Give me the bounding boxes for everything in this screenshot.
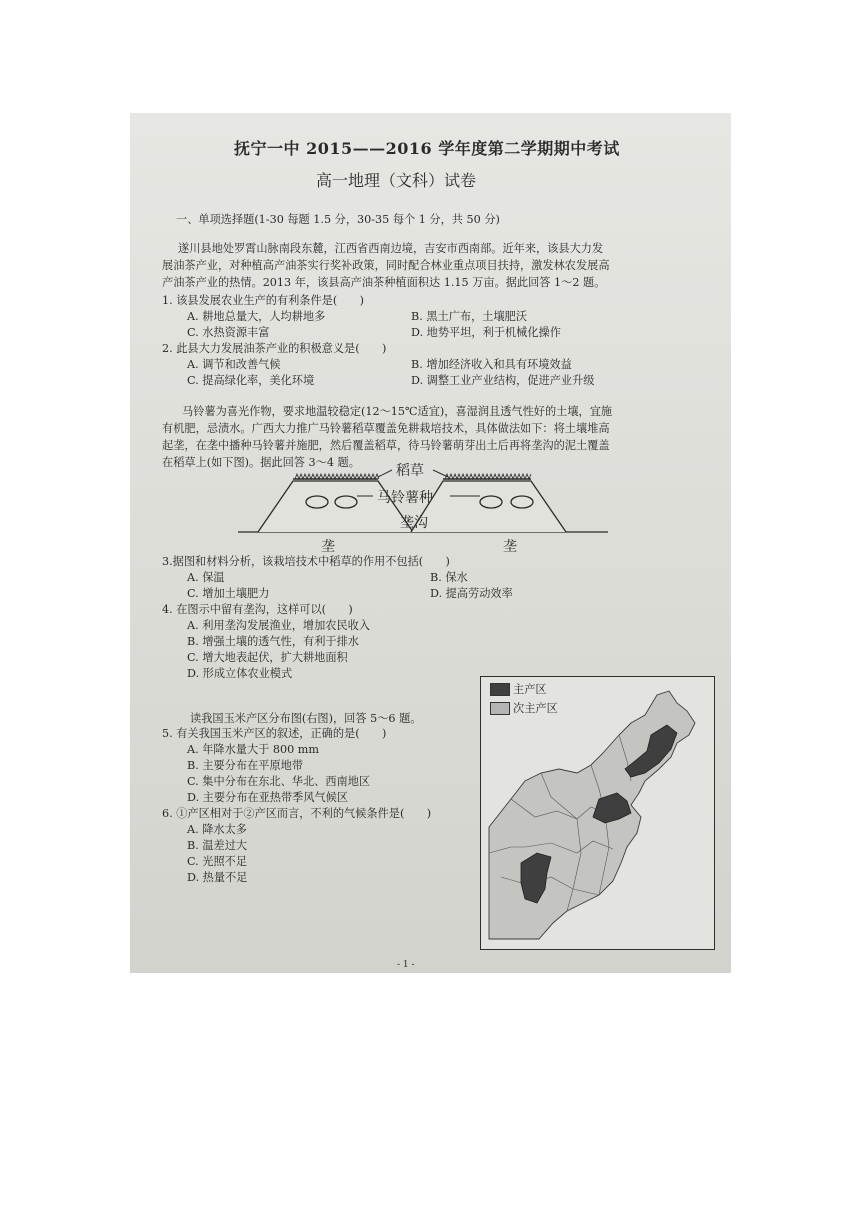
question-3-option-d: D. 提高劳动效率	[430, 587, 513, 600]
question-3-stem: 3.据图和材料分析，该栽培技术中稻草的作用不包括( )	[162, 555, 450, 568]
question-3-option-c: C. 增加土壤肥力	[187, 587, 270, 600]
diagram-label-potato-seed: 马铃薯种	[377, 490, 433, 506]
page-number: - 1 -	[397, 960, 415, 970]
question-4-option-d: D. 形成立体农业模式	[187, 667, 293, 680]
question-6-option-c: C. 光照不足	[187, 855, 248, 868]
diagram-label-ridge-left: 垄	[321, 539, 335, 555]
question-2-option-a: A. 调节和改善气候	[187, 358, 281, 371]
question-5-option-b: B. 主要分布在平原地带	[187, 759, 304, 772]
question-4-stem: 4. 在图示中留有垄沟，这样可以( )	[162, 603, 353, 616]
legend-label-main: 主产区	[513, 683, 547, 696]
question-5-option-c: C. 集中分布在东北、华北、西南地区	[187, 775, 371, 788]
question-1-stem: 1. 该县发展农业生产的有利条件是( )	[162, 294, 364, 307]
section-heading: 一、单项选择题(1-30 每题 1.5 分，30-35 每个 1 分，共 50 分)	[176, 213, 500, 226]
passage-1-line-3: 产油茶产业的热情。2013 年，该县高产油茶种植面积达 1.15 万亩。据此回答 1～2 题。	[162, 276, 606, 289]
question-5-option-d: D. 主要分布在亚热带季风气候区	[187, 791, 349, 804]
question-4-option-b: B. 增强土壤的透气性，有利于排水	[187, 635, 359, 648]
question-4-option-c: C. 增大地表起伏，扩大耕地面积	[187, 651, 348, 664]
passage-2-line-4: 在稻草上(如下图)。据此回答 3～4 题。	[162, 456, 360, 469]
corn-map-frame	[480, 676, 715, 950]
question-2-option-c: C. 提高绿化率，美化环境	[187, 374, 315, 387]
exam-subtitle: 高一地理（文科）试卷	[316, 171, 477, 190]
passage-2-line-1: 马铃薯为喜光作物，要求地温较稳定(12～15℃适宜)，喜湿润且透气性好的土壤，宜施	[182, 405, 613, 418]
question-6-option-a: A. 降水太多	[187, 823, 247, 836]
passage-2-line-2: 有机肥，忌渍水。广西大力推广马铃薯稻草覆盖免耕栽培技术，具体做法如下：将土壤堆高	[162, 422, 610, 435]
question-2-option-d: D. 调整工业产业结构，促进产业升级	[411, 374, 595, 387]
exam-page	[130, 113, 731, 973]
question-2-stem: 2. 此县大力发展油茶产业的积极意义是( )	[162, 342, 387, 355]
question-6-option-b: B. 温差过大	[187, 839, 248, 852]
question-6-stem: 6. ①产区相对于②产区而言，不利的气候条件是( )	[162, 807, 432, 820]
question-3-option-a: A. 保温	[187, 571, 225, 584]
china-corn-map	[481, 677, 714, 949]
question-1-option-d: D. 地势平坦，利于机械化操作	[411, 326, 561, 339]
exam-title: 抚宁一中 2015——2016 学年度第二学期期中考试	[234, 139, 620, 158]
diagram-label-furrow: 垄沟	[400, 515, 428, 531]
passage-3: 读我国玉米产区分布图(右图)，回答 5～6 题。	[190, 712, 422, 725]
passage-2-line-3: 起垄，在垄中播种马铃薯并施肥，然后覆盖稻草，待马铃薯萌芽出土后再将垄沟的泥土覆盖	[162, 439, 610, 452]
question-1-option-b: B. 黑土广布，土壤肥沃	[411, 310, 528, 323]
straw-leader-right	[433, 470, 448, 477]
question-4-option-a: A. 利用垄沟发展渔业，增加农民收入	[187, 619, 371, 632]
question-1-option-a: A. 耕地总量大，人均耕地多	[187, 310, 326, 323]
question-5-stem: 5. 有关我国玉米产区的叙述，正确的是( )	[162, 727, 387, 740]
legend-label-secondary: 次主产区	[513, 702, 558, 715]
straw-leader-left	[378, 470, 392, 477]
question-1-option-c: C. 水热资源丰富	[187, 326, 270, 339]
right-ridge-shape	[411, 481, 566, 532]
legend-swatch-secondary	[490, 702, 510, 715]
diagram-label-ridge-right: 垄	[503, 539, 517, 555]
question-2-option-b: B. 增加经济收入和具有环境效益	[411, 358, 572, 371]
question-3-option-b: B. 保水	[430, 571, 468, 584]
passage-1-line-2: 展油茶产业，对种植高产油茶实行奖补政策，同时配合林业重点项目扶持，激发林农发展高	[162, 259, 610, 272]
legend-swatch-main	[490, 683, 510, 696]
question-5-option-a: A. 年降水量大于 800 mm	[187, 743, 319, 756]
question-6-option-d: D. 热量不足	[187, 871, 248, 884]
passage-1-line-1: 遂川县地处罗霄山脉南段东麓，江西省西南边境，吉安市西南部。近年来，该县大力发	[178, 242, 604, 255]
diagram-label-straw: 稻草	[396, 463, 424, 479]
